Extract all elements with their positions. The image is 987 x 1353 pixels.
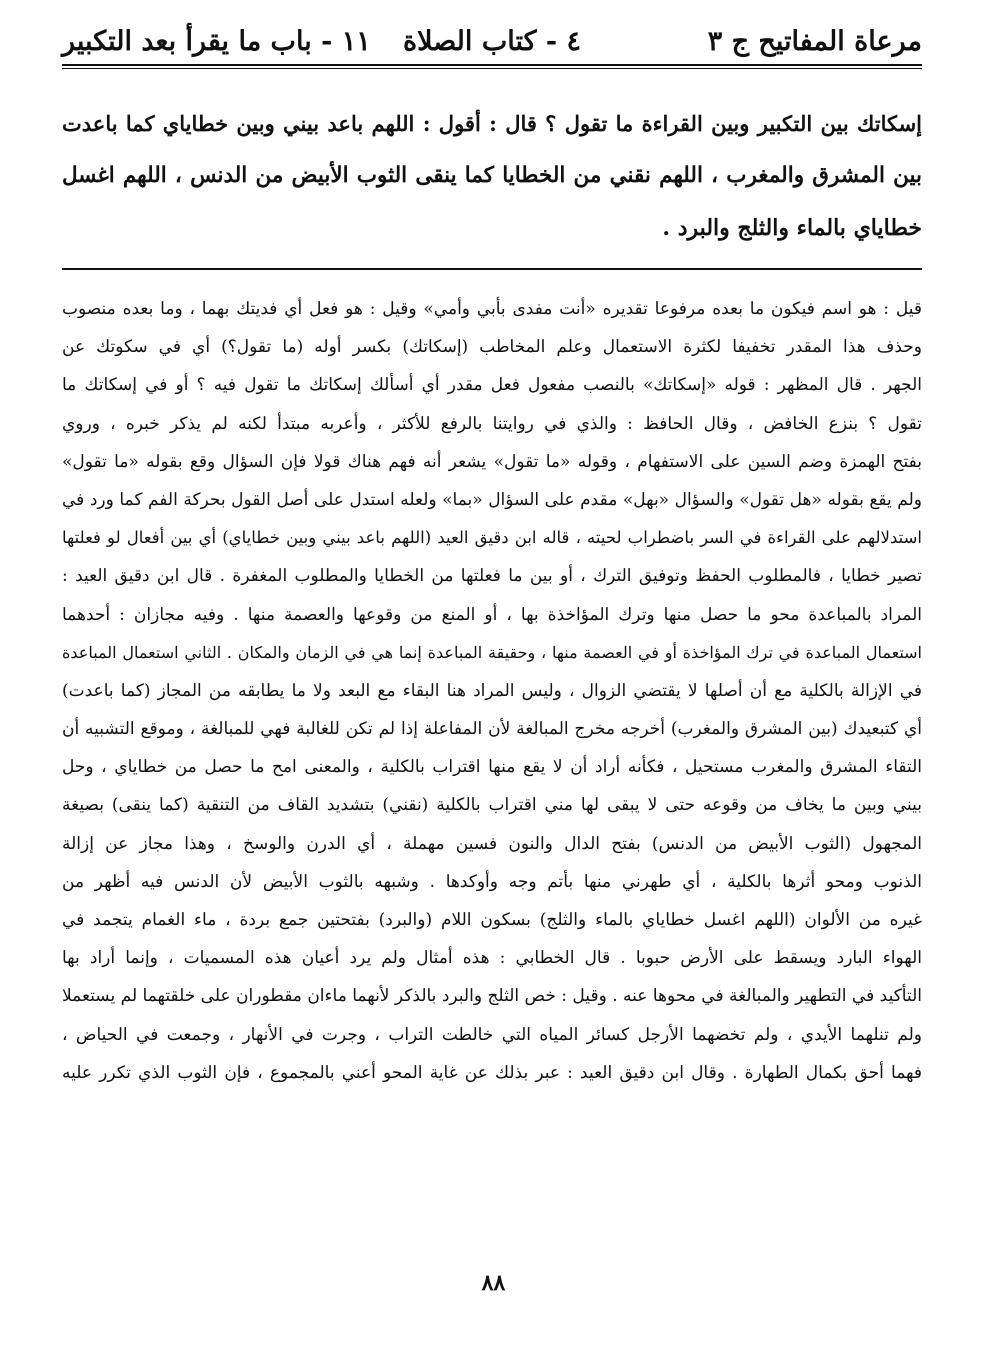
commentary-line: المراد بالمباعدة محو ما حصل منها وترك المؤاخذة بها ، أو المنع من وقوعها والعصمة منها . وفيه مجازان : أحدهما: [62, 604, 922, 625]
hadith-line: خطاياي بالماء والثلج والبرد .: [662, 215, 922, 241]
hadith-text: [62, 98, 922, 258]
commentary-line: ولم يقع بقوله «هل تقول» والسؤال «بهل» مقدم على السؤال «بما» ولعله استدل على أصل القول بحركة الفم كما ورد في: [62, 489, 922, 510]
section-title: ١١ - باب ما يقرأ بعد التكبير: [62, 26, 371, 57]
commentary-line: التأكيد في التطهير والمبالغة في محوها عنه . وقيل : خص الثلج والبرد بالذكر لأنهما ماءان مقطوران على خلقتهما لم يستعملا: [62, 986, 922, 1007]
hadith-line: بين المشرق والمغرب ، اللهم نقني من الخطايا كما ينقى الثوب الأبيض من الدنس ، اللهم اغسل: [62, 163, 922, 188]
commentary-text: [62, 290, 922, 1260]
commentary-line: بيني وبين ما يخاف من وقوعه حتى لا يبقى لها مني اقتراب بالكلية (نقني) بتشديد القاف من التنقية (كما ينقى) بصيغة: [62, 795, 922, 816]
commentary-line: المجهول (الثوب الأبيض من الدنس) بفتح الدال والنون فسين مهملة ، أي الدرن والوسخ ، وهذا مجاز عن إزالة: [62, 833, 922, 854]
book-title: مرعاة المفاتيح ج ٣: [707, 26, 922, 57]
commentary-line: تصير خطايا ، فالمطلوب الحفظ وتوفيق الترك ، أو بين ما فعلتها من الخطايا والمطلوب المغفرة . قال ابن دقيق العيد :: [62, 566, 922, 587]
page-number: ٨٨: [481, 1270, 506, 1296]
commentary-line: غيره من الألوان (اللهم اغسل خطاياي بالماء والثلج) بسكون اللام (والبرد) بفتحتين جمع بردة ، ماء الغمام يتجمد في: [62, 910, 922, 930]
commentary-line: استدلالهم على القراءة في السر باضطراب لحيته ، قاله ابن دقيق العيد (اللهم باعد بيني وبين خطاياي) أي بين أفعال لو فعلتها: [62, 528, 922, 548]
commentary-line: التقاء المشرق والمغرب مستحيل ، فكأنه أراد أن لا يقع منها اقتراب بالكلية ، والمعنى امح ما حصل من خطاياي ، وحل: [62, 757, 922, 778]
header-rule-thin: [62, 68, 922, 69]
commentary-line: قيل : هو اسم فيكون ما بعده مرفوعا تقديره «أنت مفدى بأبي وأمي» وقيل : هو فعل أي فديتك بهما ، وما بعده منصوب: [62, 299, 922, 319]
commentary-line: وحذف هذا المقدر تخفيفا لكثرة الاستعمال وعلم المخاطب (إسكاتك) بكسر أوله (ما تقول؟) أي في سكوتك عن: [62, 337, 922, 358]
commentary-line: تقول ؟ بنزع الخافض ، وقال الحافظ : والذي في روايتنا بالرفع للأكثر ، وأعربه مبتدأ لكنه لم يذكر خبره ، وروي: [62, 413, 922, 434]
commentary-line: استعمال المباعدة في ترك المؤاخذة أو في العصمة منها ، وحقيقة المباعدة إنما هي في الزمان والمكان . الثاني استعمال المباعدة: [62, 642, 922, 662]
running-header: [62, 22, 922, 62]
hadith-line: إسكاتك بين التكبير وبين القراءة ما تقول ؟ قال : أقول : اللهم باعد بيني وبين خطاياي كما باعدت: [62, 111, 922, 136]
commentary-line: الجهر . قال المظهر : قوله «إسكاتك» بالنصب مفعول فعل مقدر أي أسألك إسكاتك ما تقول فيه ؟ أو في إسكاتك ما: [62, 375, 922, 396]
section-divider: [62, 268, 922, 270]
commentary-line: في الإزالة بالكلية مع أن أصلها لا يقتضي الزوال ، وليس المراد هنا البقاء مع البعد ولا ما يطابقه من المجاز (كما باعدت): [62, 680, 922, 701]
commentary-line: أي كتبعيدك (بين المشرق والمغرب) أخرجه مخرج المبالغة لأن المفاعلة إذا لم تكن للغالبة فهي للمبالغة ، وموقع التشبيه أن: [62, 719, 922, 740]
header-rule: [62, 64, 922, 66]
commentary-line: الذنوب ومحو أثرها بالكلية ، أي طهرني منها بأتم وجه وأوكدها . وشبهه بالثوب الأبيض لأن الدنس فيه أظهر من: [62, 871, 922, 892]
commentary-line: ولم تنلهما الأيدي ، ولم تخضهما الأرجل كسائر المياه التي خالطت التراب ، وجرت في الأنهار ، وجمعت في الحياض ،: [62, 1024, 922, 1045]
commentary-line: الهواء البارد ويسقط على الأرض حبوبا . قال الخطابي : هذه أمثال ولم يرد أعيان هذه المسميات ، وإنما أراد بها: [62, 948, 922, 969]
chapter-title: ٤ - كتاب الصلاة: [403, 26, 581, 57]
commentary-line: بفتح الهمزة وضم السين على الاستفهام ، وقوله «ما تقول» يشعر أنه فهم هناك قولا فإن السؤال وقع بقوله «ما تقول»: [62, 451, 922, 472]
commentary-line: فهما أحق بكمال الطهارة . وقال ابن دقيق العيد : عبر بذلك عن غاية المحو أعني بالمجموع ، فإن الثوب الذي تكرر عليه: [62, 1062, 922, 1083]
